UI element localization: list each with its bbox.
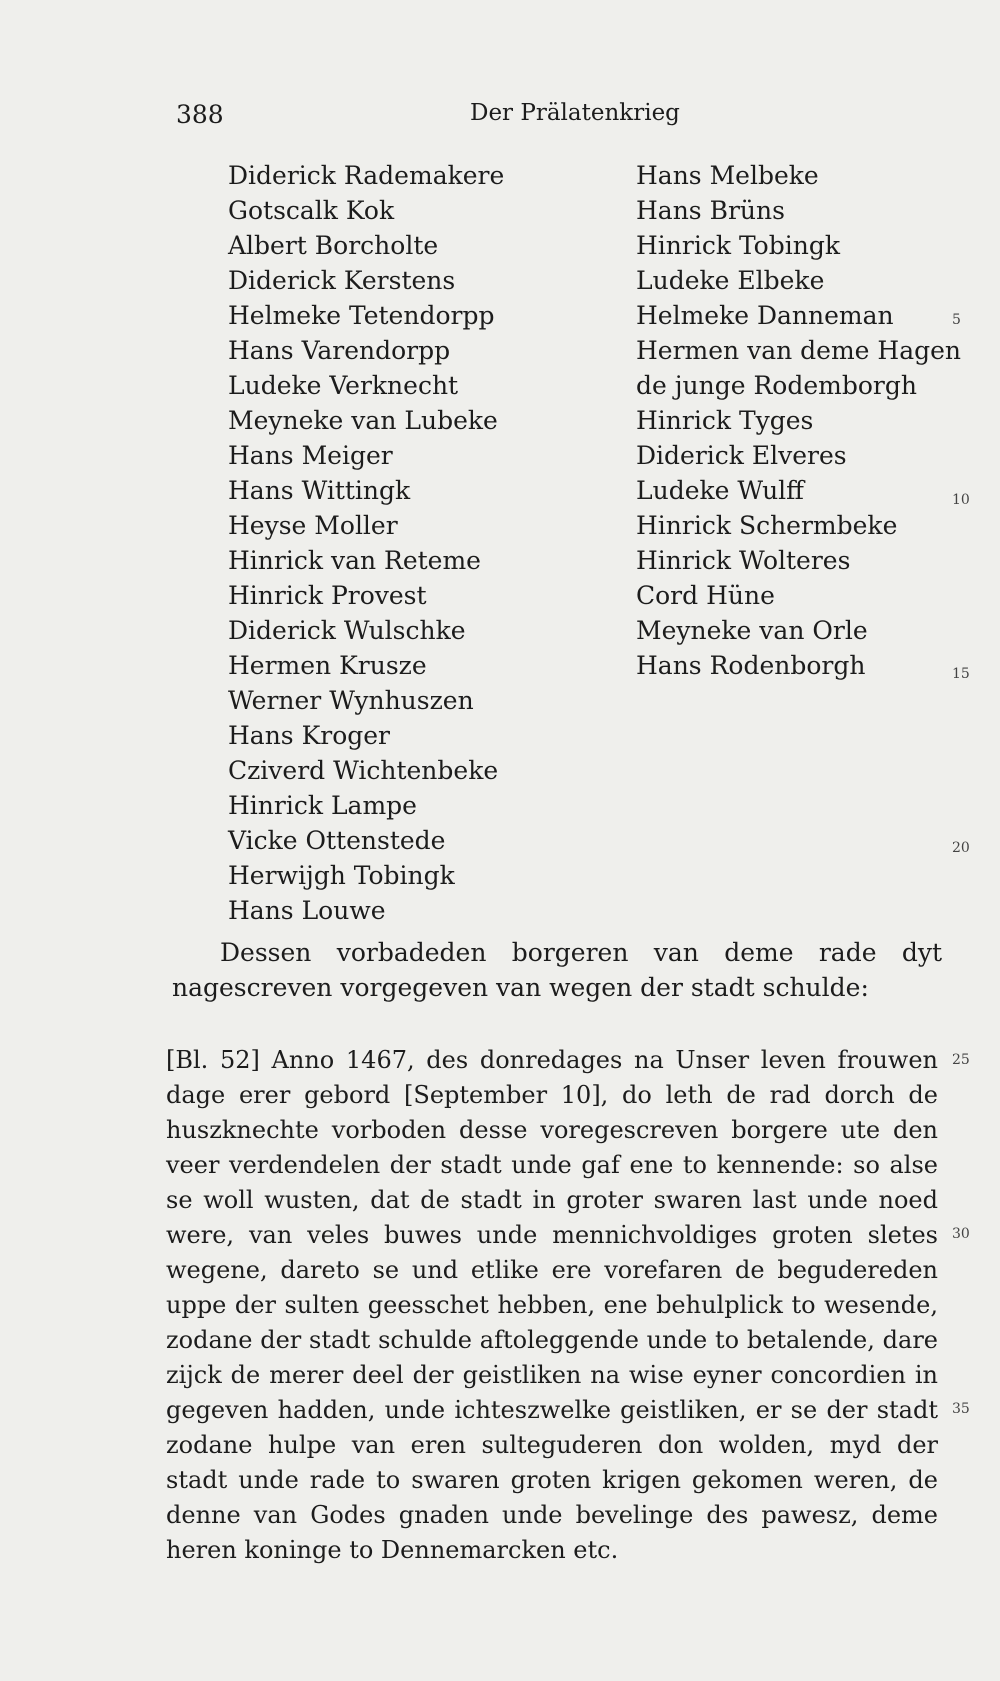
list-item: Hermen van deme Hagen — [636, 336, 962, 365]
list-item: Cord Hüne — [636, 581, 775, 610]
list-item: Vicke Ottenstede — [228, 826, 446, 855]
running-title: Der Prälatenkrieg — [470, 100, 680, 126]
names-column-left — [228, 158, 504, 928]
list-item: Hermen Krusze — [228, 651, 427, 680]
list-item: Hans Rodenborgh — [636, 651, 866, 680]
intro-text: Dessen vorbadeden borgeren van deme rade dyt nagescreven vorgegeven van wegen der stadt schulde: — [172, 938, 942, 1002]
line-number: 25 — [952, 1052, 970, 1068]
list-item: Albert Borcholte — [228, 231, 439, 260]
list-item: Hinrick Provest — [228, 581, 427, 610]
list-item: Helmeke Tetendorpp — [228, 301, 495, 330]
list-item: Werner Wynhuszen — [228, 686, 474, 715]
list-item: Cziverd Wichtenbeke — [228, 756, 499, 785]
list-item: Hans Wittingk — [228, 476, 411, 505]
list-item: de junge Rodemborgh — [636, 371, 917, 400]
list-item: Diderick Rademakere — [228, 161, 505, 190]
list-item: Hinrick Lampe — [228, 791, 417, 820]
line-number: 20 — [952, 840, 970, 856]
list-item: Hans Meiger — [228, 441, 393, 470]
line-number: 10 — [952, 492, 970, 508]
list-item: Diderick Elveres — [636, 441, 847, 470]
list-item: Hinrick van Reteme — [228, 546, 481, 575]
list-item: Helmeke Danneman — [636, 301, 894, 330]
list-item: Diderick Kerstens — [228, 266, 456, 295]
list-item: Heyse Moller — [228, 511, 398, 540]
list-item: Meyneke van Orle — [636, 616, 868, 645]
list-item: Diderick Wulschke — [228, 616, 466, 645]
names-column-right — [636, 158, 961, 683]
list-item: Gotscalk Kok — [228, 196, 395, 225]
list-item: Hinrick Tobingk — [636, 231, 840, 260]
list-item: Ludeke Wulff — [636, 476, 804, 505]
list-item: Hinrick Schermbeke — [636, 511, 898, 540]
list-item: Herwijgh Tobingk — [228, 861, 455, 890]
list-item: Hans Melbeke — [636, 161, 819, 190]
line-number: 5 — [952, 312, 961, 328]
list-item: Meyneke van Lubeke — [228, 406, 498, 435]
list-item: Hans Brüns — [636, 196, 785, 225]
list-item: Hans Louwe — [228, 896, 386, 925]
list-item: Hans Varendorpp — [228, 336, 451, 365]
list-item: Hans Kroger — [228, 721, 391, 750]
list-item: Hinrick Wolteres — [636, 546, 851, 575]
line-number: 35 — [952, 1401, 970, 1417]
page-number: 388 — [176, 100, 224, 129]
body-text: [Bl. 52] Anno 1467, des donredages na Unser leven frouwen dage erer gebord [September 10], do leth de rad dorch de huszknechte vorboden desse voregescreven borgere ute den veer verdendelen der stadt unde gaf ene to kennende: so alse se woll wusten, dat de stadt in groter swaren last unde noed were, van veles buwes unde mennichvoldiges groten sletes wegene, dareto se und etlike ere vorefaren de begudereden uppe der sulten geesschet hebben, ene behulplick to wesende, zodane der stadt schulde aftoleggende unde to betalende, dare zijck de merer deel der geistliken na wise eyner concordien in gegeven hadden, unde ichteszwelke geistliken, er se der stadt zodane hulpe van eren sulteguderen don wolden, myd der stadt unde rade to swaren groten krigen gekomen weren, de denne van Godes gnaden unde bevelinge des pawesz, deme heren koninge to Dennemarcken etc. — [166, 1046, 938, 1564]
list-item: Ludeke Verknecht — [228, 371, 459, 400]
list-item: Hinrick Tyges — [636, 406, 814, 435]
line-number: 30 — [952, 1226, 970, 1242]
line-number: 15 — [952, 666, 970, 682]
list-item: Ludeke Elbeke — [636, 266, 825, 295]
body-paragraph — [166, 1043, 938, 1568]
intro-paragraph — [172, 935, 942, 1005]
